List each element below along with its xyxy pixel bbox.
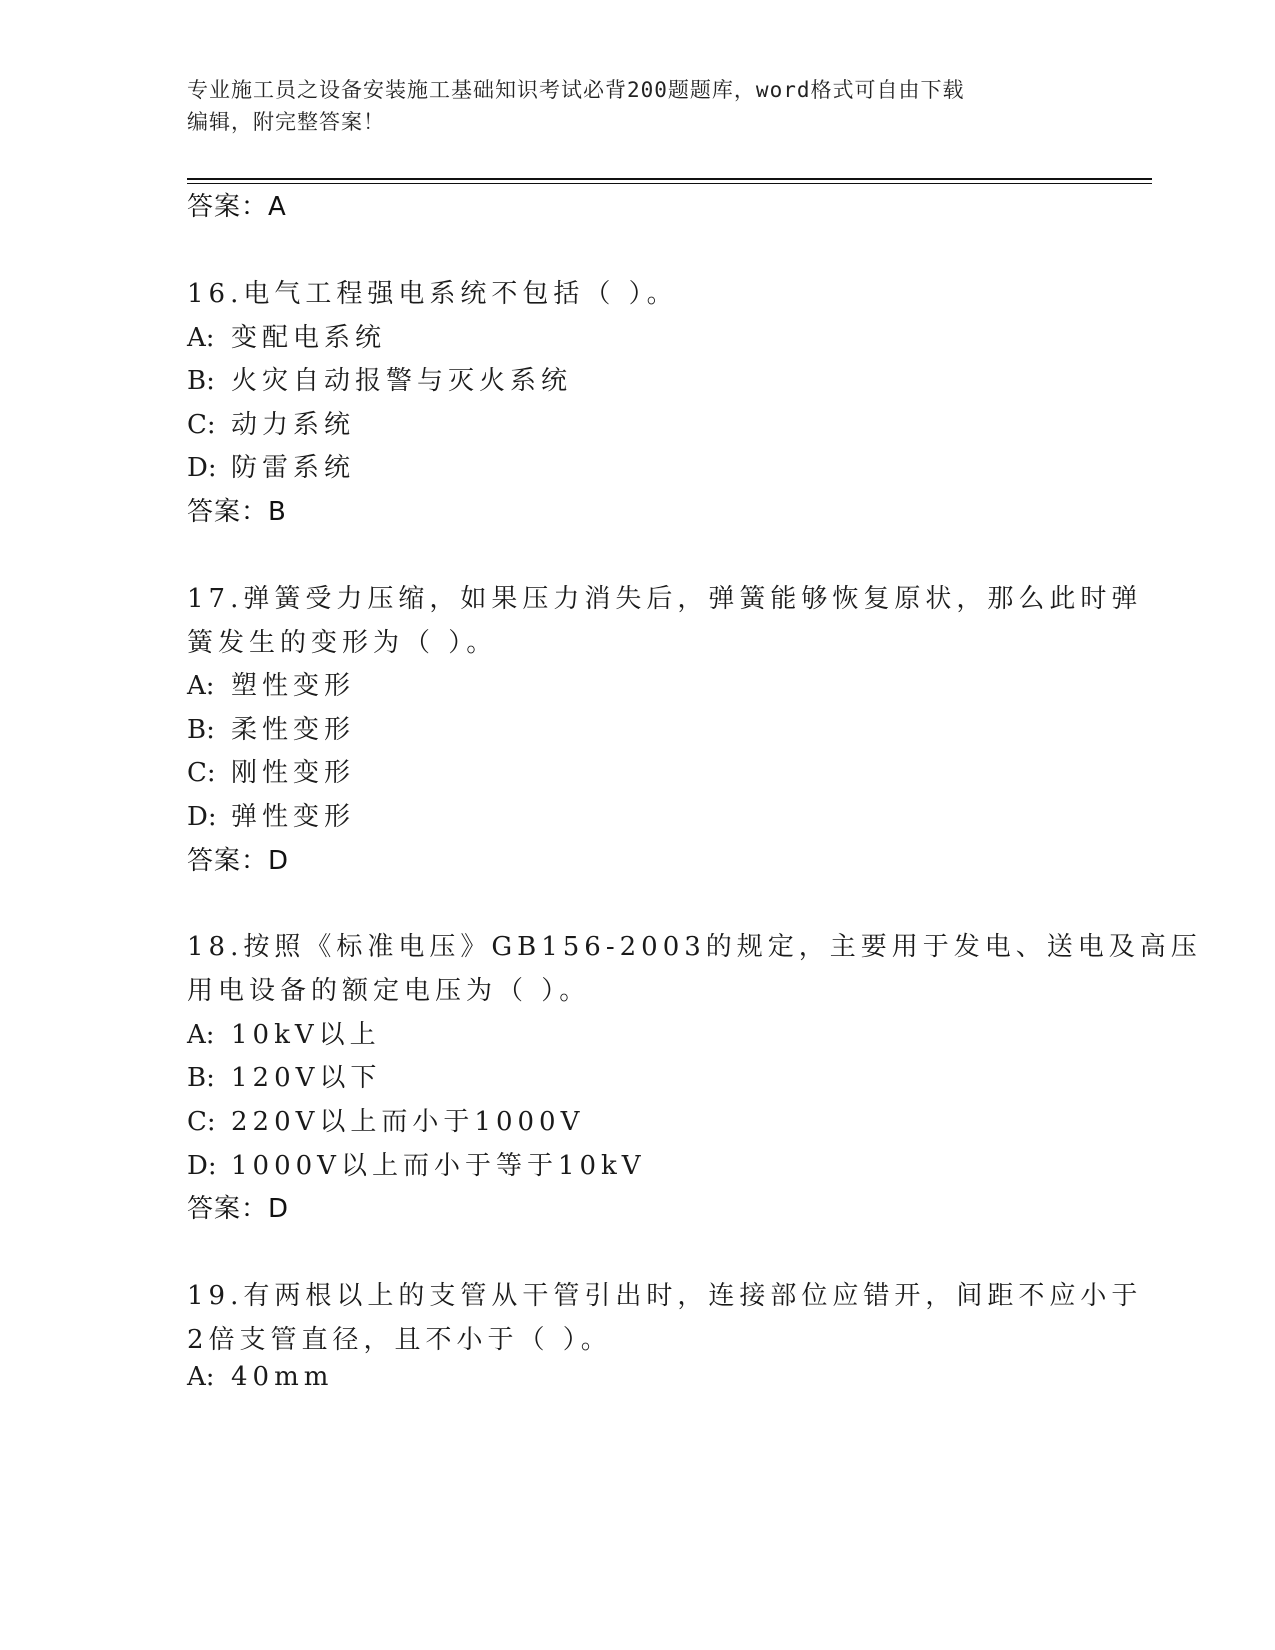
option-a	[187, 665, 355, 702]
option-c	[187, 752, 355, 789]
option-key: D:	[187, 802, 217, 832]
option-key: D:	[187, 453, 217, 483]
option-a	[187, 1362, 333, 1392]
option-c	[187, 1101, 584, 1138]
option-text: 1000V以上而小于等于10kV	[231, 1151, 646, 1181]
previous-answer: 答案：A	[187, 192, 287, 222]
header-line-1: 专业施工员之设备安装施工基础知识考试必背200题题库，word格式可自由下载	[187, 78, 965, 102]
option-text: 120V以下	[231, 1063, 382, 1093]
question-stem-line: 2倍支管直径，且不小于（ ）。	[187, 1325, 612, 1355]
option-d	[187, 796, 355, 833]
option-key: C:	[187, 1107, 216, 1137]
question-stem-line: 17.弹簧受力压缩，如果压力消失后，弹簧能够恢复原状，那么此时弹	[187, 584, 1143, 614]
option-d	[187, 1145, 646, 1182]
header-line-2: 编辑，附完整答案！	[187, 110, 385, 134]
answer-line: 答案：D	[187, 846, 290, 876]
option-key: A:	[187, 1362, 215, 1392]
option-text: 刚性变形	[231, 758, 356, 788]
option-key: B:	[187, 1063, 215, 1093]
option-a	[187, 1014, 381, 1051]
option-text: 火灾自动报警与灭火系统	[231, 366, 573, 396]
answer-line: 答案：B	[187, 497, 287, 527]
option-text: 弹性变形	[231, 802, 356, 832]
option-key: C:	[187, 410, 216, 440]
page-header	[187, 74, 1067, 138]
option-key: D:	[187, 1151, 217, 1181]
option-key: B:	[187, 715, 215, 745]
option-d	[187, 447, 355, 484]
option-text: 220V以上而小于1000V	[231, 1107, 585, 1137]
option-b	[187, 1057, 381, 1094]
option-text: 柔性变形	[231, 715, 356, 745]
option-key: A:	[187, 671, 215, 701]
question-stem-line: 18.按照《标准电压》GB156-2003的规定，主要用于发电、送电及高压	[187, 932, 1202, 962]
question-stem-line: 簧发生的变形为（ ）。	[187, 628, 498, 658]
option-text: 防雷系统	[231, 453, 356, 483]
option-key: C:	[187, 758, 216, 788]
option-text: 塑性变形	[231, 671, 356, 701]
option-key: A:	[187, 1020, 215, 1050]
question-stem-line: 16.电气工程强电系统不包括（ ）。	[187, 279, 678, 309]
option-text: 变配电系统	[231, 323, 387, 353]
option-c	[187, 404, 355, 441]
option-text: 动力系统	[231, 410, 356, 440]
option-a	[187, 317, 386, 354]
option-text: 10kV以上	[231, 1020, 381, 1050]
option-text: 40mm	[231, 1362, 334, 1392]
question-stem-line: 19.有两根以上的支管从干管引出时，连接部位应错开，间距不应小于	[187, 1281, 1143, 1311]
header-divider-thick	[187, 178, 1152, 180]
question-stem-line: 用电设备的额定电压为（ ）。	[187, 976, 591, 1006]
option-b	[187, 360, 572, 397]
option-key: B:	[187, 366, 215, 396]
header-divider-thin	[187, 183, 1152, 184]
option-key: A:	[187, 323, 215, 353]
option-b	[187, 709, 355, 746]
answer-line: 答案：D	[187, 1194, 290, 1224]
